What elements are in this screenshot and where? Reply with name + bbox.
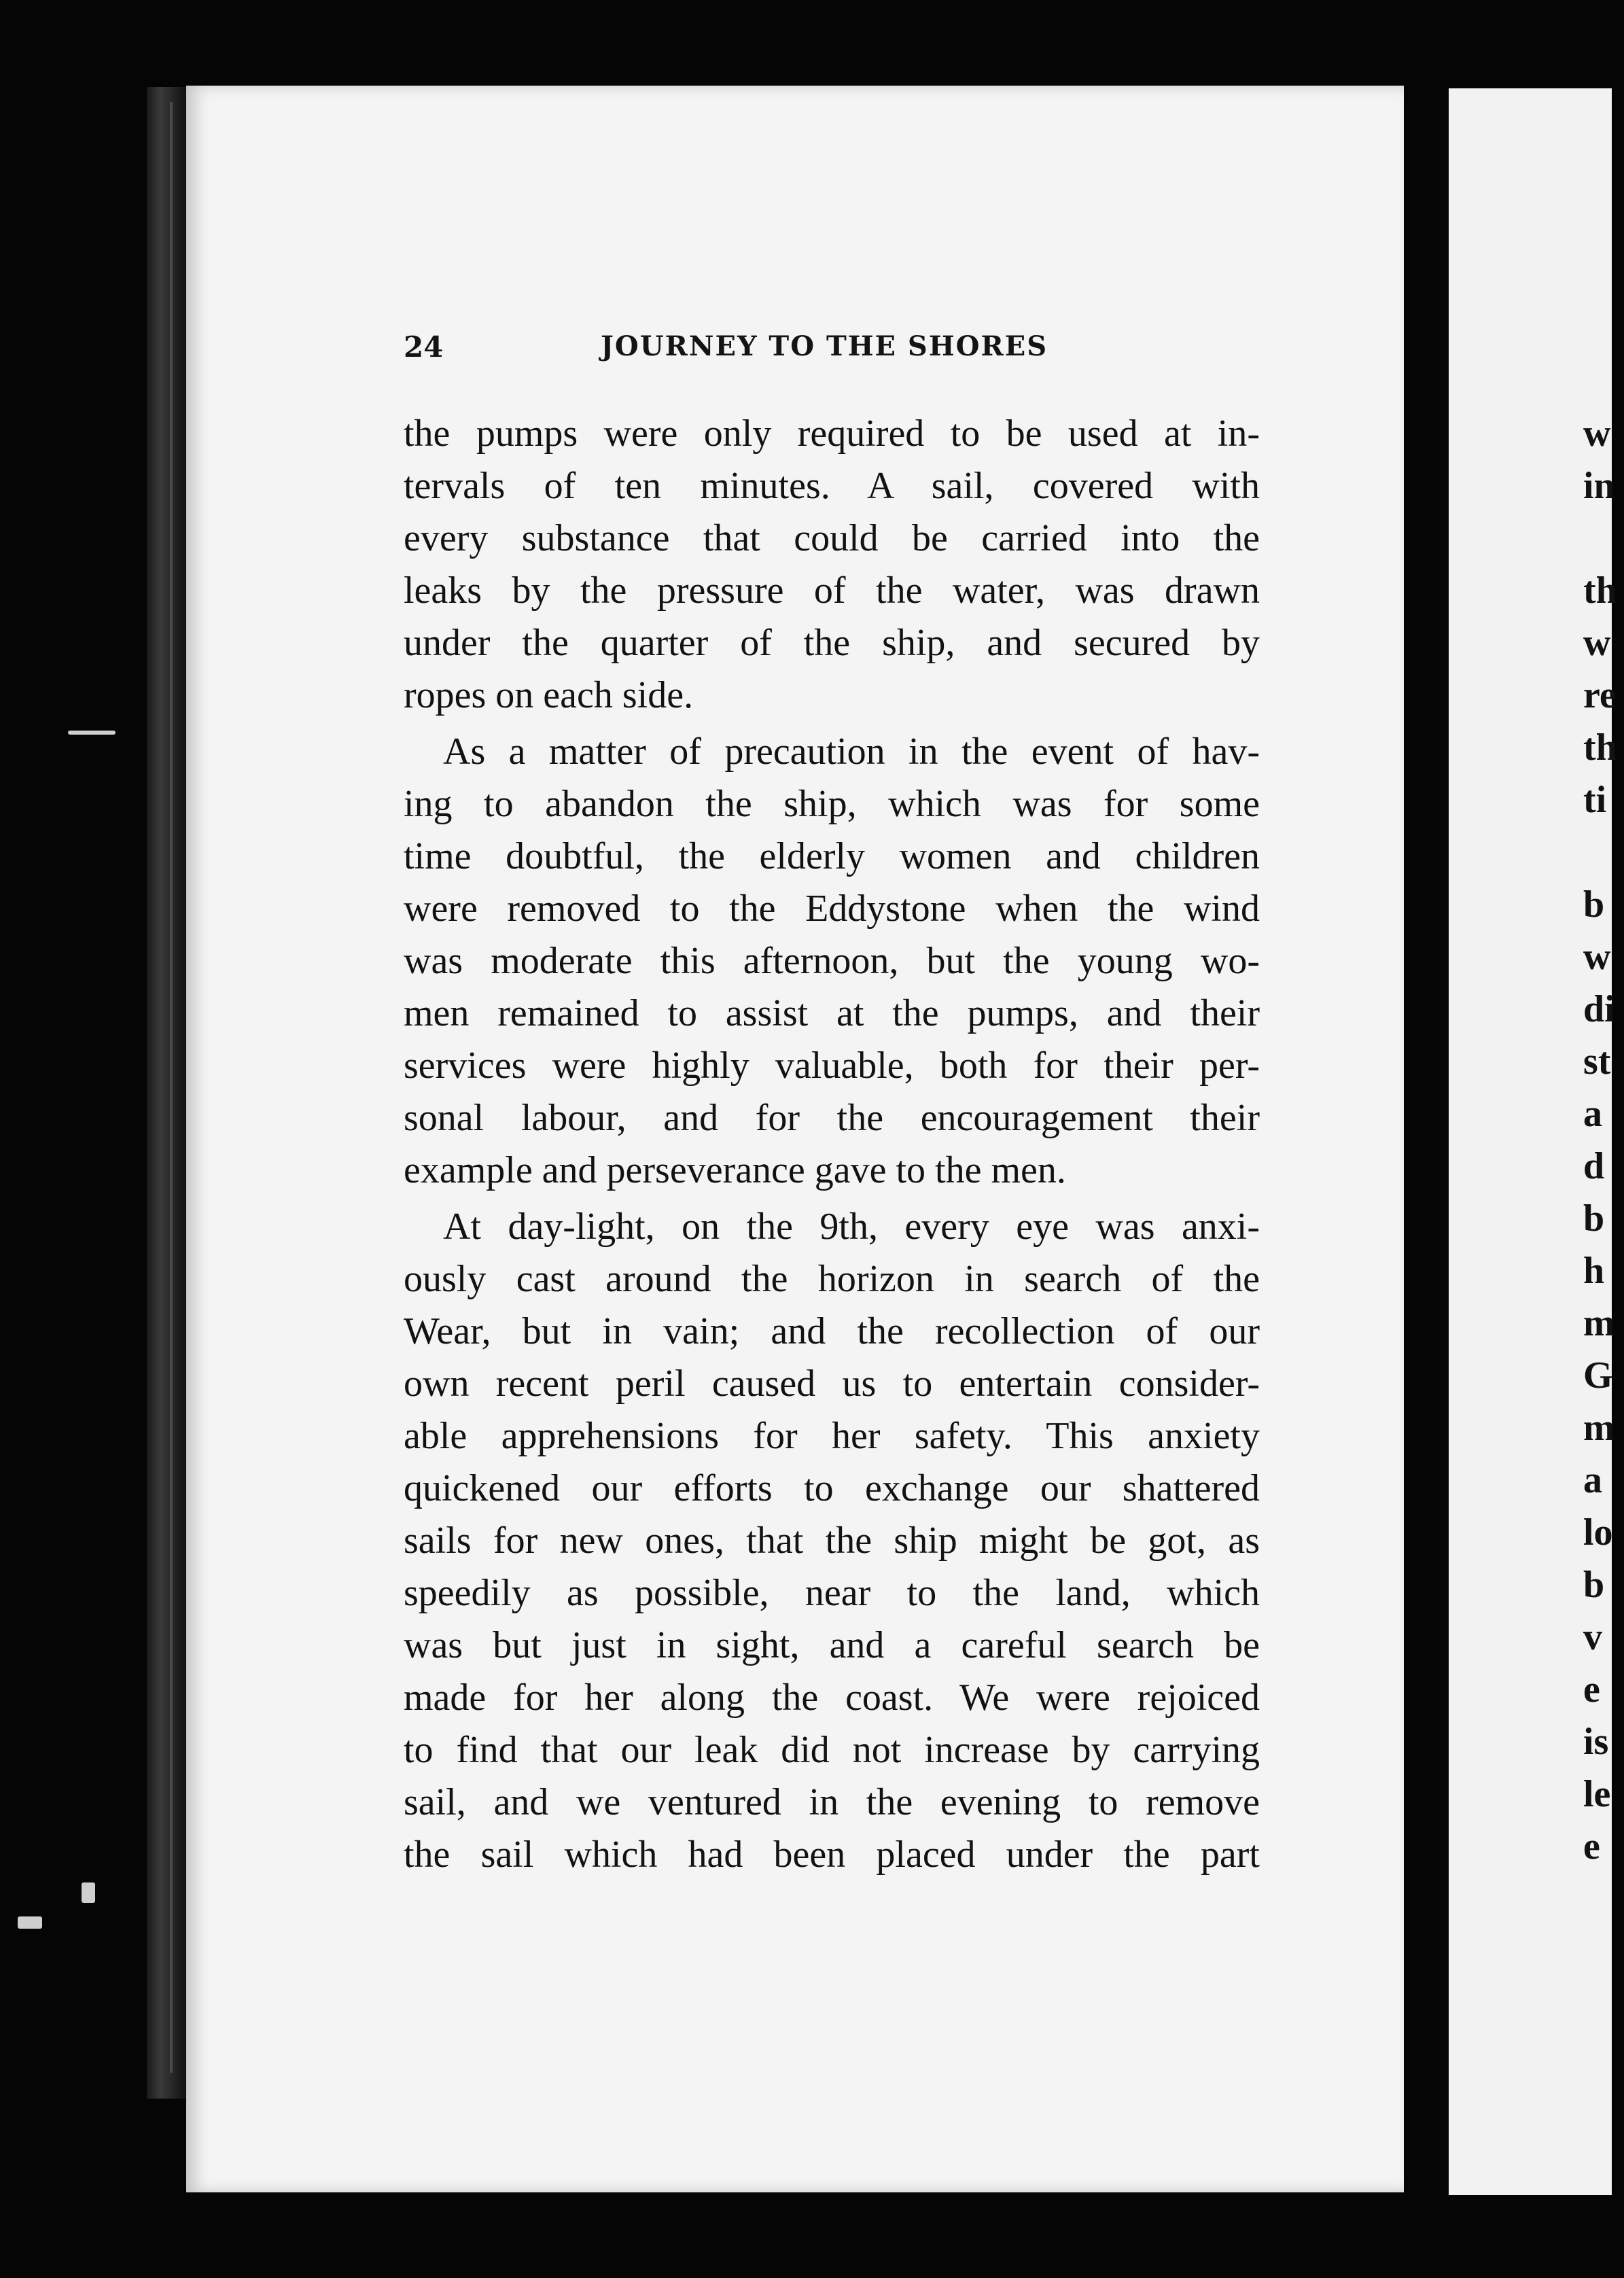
text-line: At day-light, on the 9th, every eye was anxi- <box>443 1206 1260 1248</box>
text-line: sails for new ones, that the ship might be got, as <box>404 1520 1260 1562</box>
facing-page-fragment: th <box>1583 726 1617 769</box>
book-binding-edge <box>147 87 186 2099</box>
facing-page-fragment: ti <box>1583 779 1607 821</box>
text-line: Wear, but in vain; and the recollection of our <box>404 1310 1260 1352</box>
facing-page-fragment: w <box>1583 622 1611 664</box>
text-line: speedily as possible, near to the land, which <box>404 1572 1260 1614</box>
facing-page-fragment: le <box>1583 1773 1611 1815</box>
page-header <box>404 330 1260 378</box>
page-number: 24 <box>404 330 444 364</box>
text-line: to find that our leak did not increase by carrying <box>404 1729 1260 1771</box>
text-line: tervals of ten minutes. A sail, covered with <box>404 465 1260 507</box>
text-line: every substance that could be carried into the <box>404 517 1260 559</box>
paragraph <box>404 408 1260 722</box>
text-line: the sail which had been placed under the part <box>404 1834 1260 1876</box>
facing-page-fragment: w <box>1583 936 1611 978</box>
scan-speck <box>82 1882 95 1903</box>
facing-page-fragment: m <box>1583 1407 1615 1449</box>
text-line: under the quarter of the ship, and secured by <box>404 622 1260 664</box>
facing-page-fragment: re <box>1583 674 1617 716</box>
text-line: ropes on each side. <box>404 674 694 716</box>
paragraph <box>404 726 1260 1197</box>
text-line: leaks by the pressure of the water, was drawn <box>404 570 1260 612</box>
text-line: made for her along the coast. We were rejoiced <box>404 1677 1260 1719</box>
facing-page-fragment: e <box>1583 1825 1600 1868</box>
facing-page-fragment: m <box>1583 1302 1615 1344</box>
text-line: was but just in sight, and a careful search be <box>404 1624 1260 1666</box>
scan-speck <box>68 731 116 735</box>
text-line: quickened our efforts to exchange our shattered <box>404 1467 1260 1509</box>
text-line: example and perseverance gave to the men. <box>404 1149 1066 1191</box>
scan-speck <box>18 1916 42 1929</box>
facing-page-fragment: e <box>1583 1668 1600 1711</box>
facing-page-text <box>1583 408 1624 1873</box>
text-line: sail, and we ventured in the evening to remove <box>404 1781 1260 1823</box>
facing-page-fragment: st <box>1583 1040 1611 1083</box>
facing-page-fragment: is <box>1583 1721 1609 1763</box>
facing-page-fragment: b <box>1583 883 1605 926</box>
text-line: sonal labour, and for the encouragement their <box>404 1097 1260 1139</box>
text-line: able apprehensions for her safety. This anxiety <box>404 1415 1260 1457</box>
facing-page-fragment <box>1583 826 1624 879</box>
text-line: ing to abandon the ship, which was for some <box>404 783 1260 825</box>
facing-page-fragment <box>1583 512 1624 565</box>
facing-page-fragment: d <box>1583 1145 1605 1187</box>
text-line: As a matter of precaution in the event of hav- <box>443 731 1260 773</box>
running-title: JOURNEY TO THE SHORES <box>601 330 1048 362</box>
facing-page-fragment: di <box>1583 988 1615 1030</box>
text-line: own recent peril caused us to entertain consider- <box>404 1363 1260 1405</box>
text-line: time doubtful, the elderly women and children <box>404 835 1260 877</box>
facing-page-fragment: th <box>1583 570 1617 612</box>
text-line: ously cast around the horizon in search of the <box>404 1258 1260 1300</box>
body-text <box>404 408 1260 1881</box>
text-line: were removed to the Eddystone when the wind <box>404 888 1260 930</box>
binding-line <box>170 102 173 2073</box>
facing-page-fragment: a <box>1583 1459 1602 1501</box>
facing-page-fragment: a <box>1583 1093 1602 1135</box>
facing-page-fragment: v <box>1583 1616 1602 1658</box>
facing-page-fragment: h <box>1583 1250 1605 1292</box>
facing-page-fragment: w <box>1583 413 1611 455</box>
facing-page-fragment: G <box>1583 1354 1613 1397</box>
facing-page-fragment: lo <box>1583 1511 1613 1554</box>
text-line: men remained to assist at the pumps, and their <box>404 992 1260 1034</box>
text-line: the pumps were only required to be used at in- <box>404 413 1260 455</box>
facing-page-fragment: b <box>1583 1564 1605 1606</box>
text-line: was moderate this afternoon, but the young wo- <box>404 940 1260 982</box>
facing-page-fragment: in <box>1583 465 1615 507</box>
paragraph <box>404 1201 1260 1881</box>
facing-page-fragment: b <box>1583 1197 1605 1240</box>
text-line: services were highly valuable, both for their per- <box>404 1045 1260 1087</box>
